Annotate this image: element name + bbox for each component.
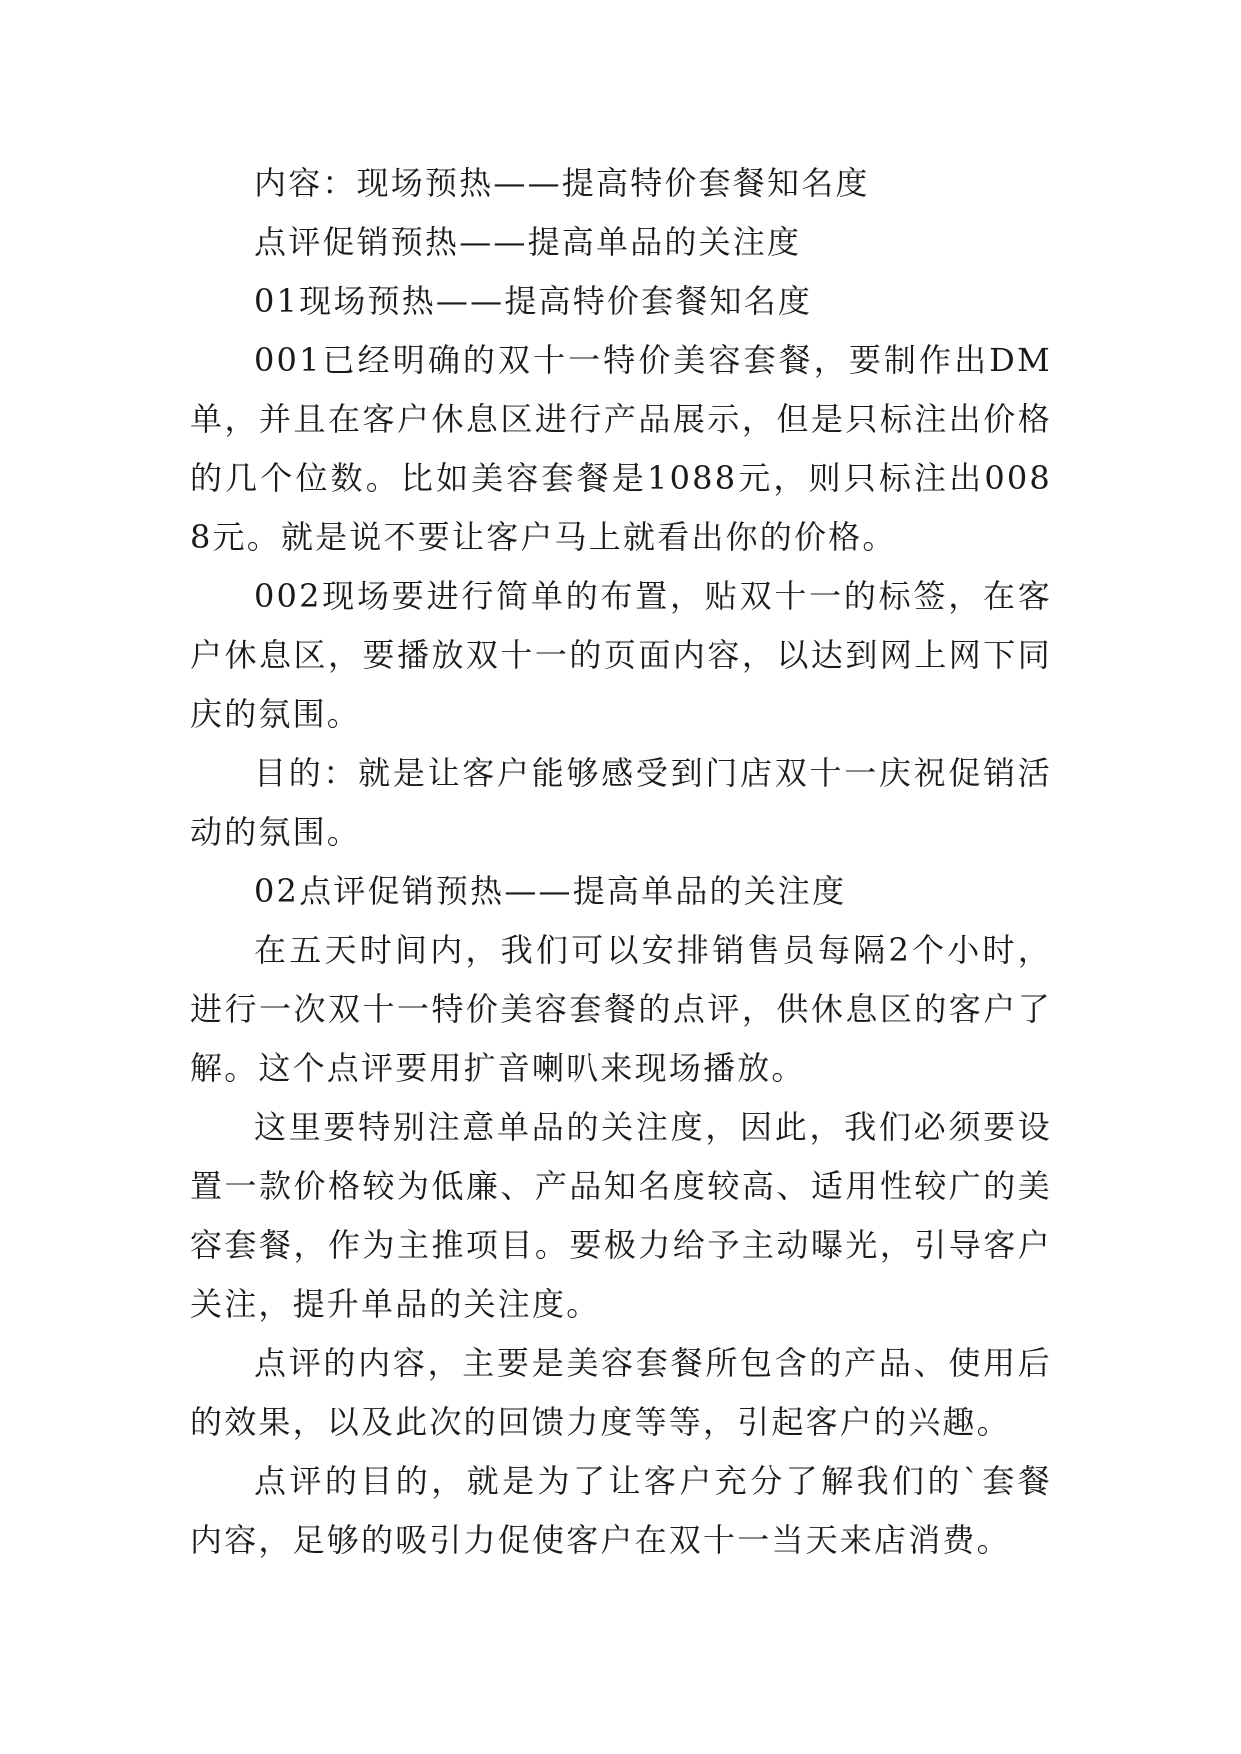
paragraph-001: 001已经明确的双十一特价美容套餐，要制作出DM单，并且在客户休息区进行产品展示，但是只标注出价格的几个位数。比如美容套餐是1088元，则只标注出0088元。就是说不要让客户马上就看出你的价格。 (190, 341, 1052, 556)
paragraph-content-summary: 内容：现场预热——提高特价套餐知名度 (254, 164, 870, 202)
paragraph-review-content: 点评的内容，主要是美容套餐所包含的产品、使用后的效果，以及此次的回馈力度等等，引起客户的兴趣。 (190, 1344, 1052, 1441)
paragraph-review-purpose: 点评的目的，就是为了让客户充分了解我们的`套餐内容，足够的吸引力促使客户在双十一当天来店消费。 (190, 1462, 1052, 1559)
paragraph-purpose: 目的：就是让客户能够感受到门店双十一庆祝促销活动的氛围。 (190, 754, 1052, 851)
section-heading-02: 02点评促销预热——提高单品的关注度 (254, 872, 847, 910)
paragraph-focus-item: 这里要特别注意单品的关注度，因此，我们必须要设置一款价格较为低廉、产品知名度较高、适用性较广的美容套餐，作为主推项目。要极力给予主动曝光，引导客户关注，提升单品的关注度。 (190, 1108, 1052, 1323)
document-body (190, 154, 1052, 1570)
section-heading-01: 01现场预热——提高特价套餐知名度 (254, 282, 813, 320)
paragraph-002: 002现场要进行简单的布置，贴双十一的标签，在客户休息区，要播放双十一的页面内容，以达到网上网下同庆的氛围。 (190, 577, 1052, 733)
paragraph-review-summary: 点评促销预热——提高单品的关注度 (254, 223, 802, 261)
paragraph-review-schedule: 在五天时间内，我们可以安排销售员每隔2个小时，进行一次双十一特价美容套餐的点评，供休息区的客户了解。这个点评要用扩音喇叭来现场播放。 (190, 931, 1052, 1087)
